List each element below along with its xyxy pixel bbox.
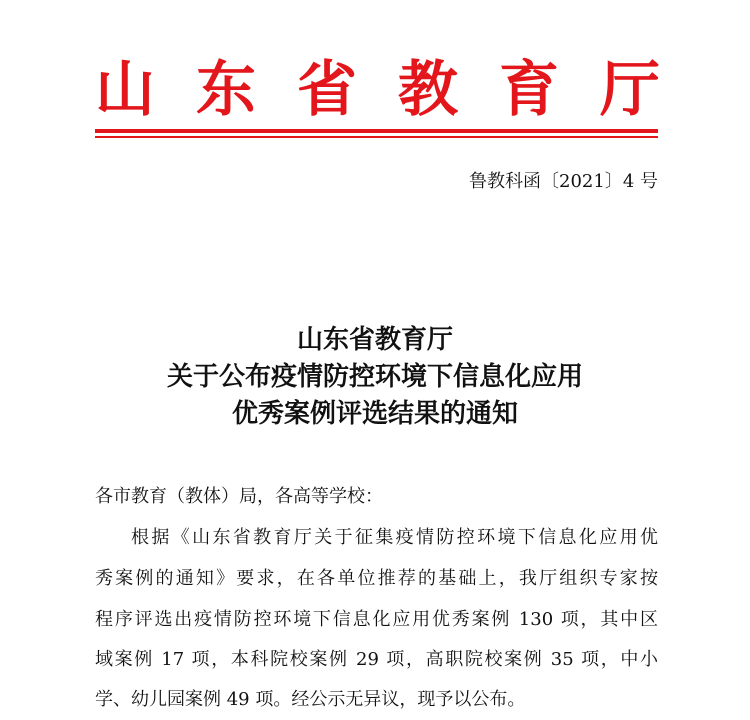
body-text-line: 程序评选出疫情防控环境下信息化应用优秀案例 130 项，其中区 [95,609,658,630]
letterhead-char: 山 [95,55,155,125]
title-line: 优秀案例评选结果的通知 [231,399,518,429]
letterhead-divider-thick [95,129,658,133]
title-line: 山东省教育厅 [296,325,453,355]
letterhead-char: 厅 [600,55,660,125]
document-number: 鲁教科函〔2021〕4 号 [469,171,658,192]
letterhead-title [95,55,660,125]
title-line: 关于公布疫情防控环境下信息化应用 [166,362,583,392]
body-text-line: 根据《山东省教育厅关于征集疫情防控环境下信息化应用优 [131,527,658,548]
body-text-line: 学、幼儿园案例 49 项。经公示无异议，现予以公布。 [95,689,526,710]
salutation: 各市教育（教体）局，各高等学校： [95,486,383,507]
letterhead-char: 东 [196,55,256,125]
letterhead-char: 育 [499,55,559,125]
letterhead-divider-thin [95,136,658,138]
body-text-line: 秀案例的通知》要求，在各单位推荐的基础上，我厅组织专家按 [95,568,658,589]
letterhead-char: 省 [297,55,357,125]
document-title [0,322,750,433]
letterhead-char: 教 [398,55,458,125]
body-text-line: 域案例 17 项，本科院校案例 29 项，高职院校案例 35 项，中小 [95,649,658,670]
